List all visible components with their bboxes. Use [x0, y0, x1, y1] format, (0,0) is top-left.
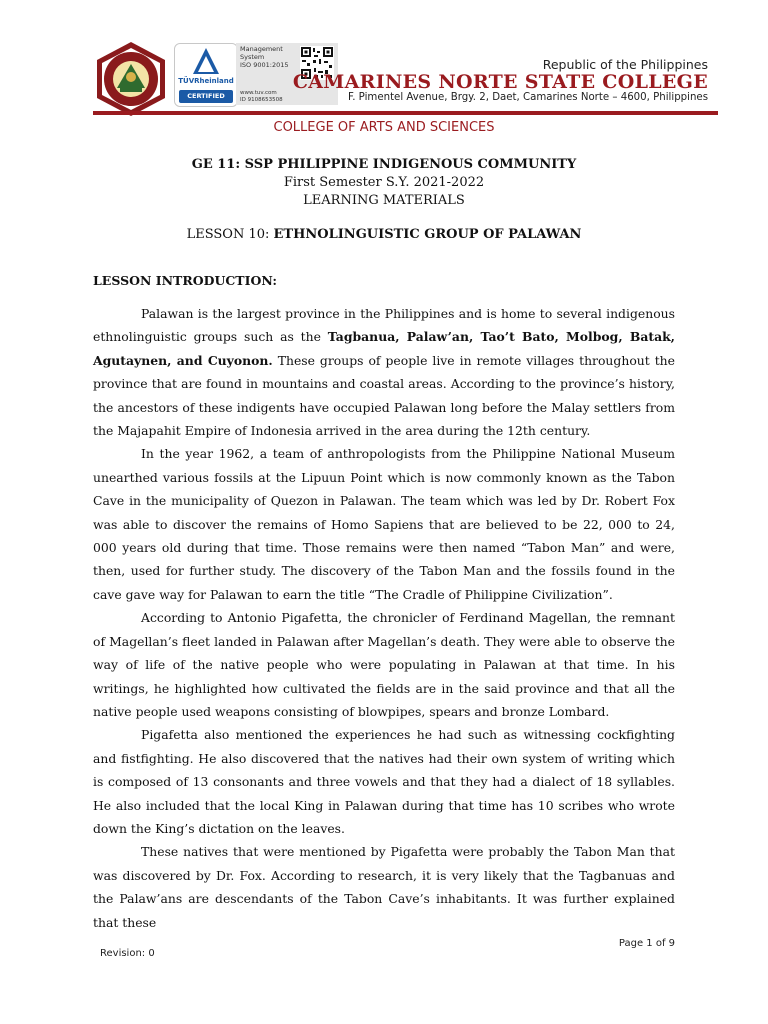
- cert-badge: CERTIFIED: [187, 92, 225, 100]
- cert-url: www.tuv.com: [240, 90, 277, 96]
- paragraph: According to Antonio Pigafetta, the chronicler of Ferdinand Magellan, the remnant of Magellan’s fleet landed in Palawan after Magellan’s death. They were able to observe the way of life of the native people who were populating in Palawan at that time. In his writings, he highlighted how cultivated the fields are in the said province and that all the native people used weapons consisting of blowpipes, spears and bronze Lombard.: [93, 610, 675, 719]
- paragraph: Pigafetta also mentioned the experiences he had such as witnessing cockfighting and fistfighting. He also discovered that the natives had their own system of writing which is composed of 13 consonants and three vowels and that they had a dialect of 18 syllables. He also included that the local King in Palawan during that time has 10 scribes who wrote down the King’s dictation on the leaves.: [93, 727, 675, 836]
- cert-line: ISO 9001:2015: [240, 61, 289, 69]
- cert-line: System: [240, 53, 265, 61]
- revision-label: Revision: 0: [100, 948, 155, 959]
- materials-label: LEARNING MATERIALS: [303, 193, 465, 208]
- course-title: GE 11: SSP PHILIPPINE INDIGENOUS COMMUNITY: [191, 157, 577, 172]
- lesson-title: [0, 227, 768, 242]
- cert-id: ID 9108653508: [240, 96, 283, 103]
- paragraph-text: These groups of people live in remote villages throughout the province that are found in mountains and coastal areas. According to the province’s history, the ancestors of these indigents have occupied Palawan long before the Malay settlers from the Majapahit Empire of Indonesia arrived in the area during the 12th century.: [93, 352, 675, 439]
- paragraph: These natives that were mentioned by Pigafetta were probably the Tabon Man that was discovered by Dr. Fox. According to research, it is very likely that the Tagbanuas and the Palaw’ans are descendants of the Tabon Cave’s inhabitants. It was further explained that these: [93, 844, 675, 930]
- lesson-name: ETHNOLINGUISTIC GROUP OF PALAWAN: [273, 227, 582, 242]
- page-number: Page 1 of 9: [618, 938, 675, 949]
- paragraph: [93, 302, 675, 442]
- paragraph: In the year 1962, a team of anthropologists from the Philippine National Museum unearthed various fossils at the Lipuun Point which is now commonly known as the Tabon Cave in the municipality of Quezon in Palawan. The team which was led by Dr. Robert Fox was able to discover the remains of Homo Sapiens that are believed to be 22, 000 to 24, 000 years old during that time. Those remains were then named “Tabon Man” and were, then, used for further study. The discovery of the Tabon Man and the fossils found in the cave gave way for Palawan to earn the title “The Cradle of Philippine Civilization”.: [93, 446, 675, 602]
- lesson-prefix: LESSON 10:: [186, 227, 274, 242]
- republic-label: Republic of the Philippines: [542, 57, 708, 72]
- tuv-certified-logo: [174, 43, 238, 107]
- college-address: F. Pimentel Avenue, Brgy. 2, Daet, Camarines Norte – 4600, Philippines: [347, 92, 708, 103]
- cert-brand: TÜVRheinland: [178, 77, 234, 85]
- paragraph-text: Palawan is the largest province in the Philippines and is home to several indigenous ethnolinguistic groups such as the: [93, 306, 675, 345]
- college-seal-logo: [92, 40, 170, 118]
- group-names: Tagbanua, Palaw’an, Tao’t Bato, Molbog, Batak, Agutaynen, and Cuyonon.: [93, 329, 675, 368]
- department-title: COLLEGE OF ARTS AND SCIENCES: [273, 120, 495, 135]
- section-heading: LESSON INTRODUCTION:: [93, 273, 277, 288]
- cert-line: Management: [240, 45, 283, 53]
- lesson-body: [93, 302, 675, 934]
- header-divider: [93, 111, 718, 115]
- college-name: CAMARINES NORTE STATE COLLEGE: [292, 71, 708, 93]
- semester-label: First Semester S.Y. 2021-2022: [283, 175, 485, 190]
